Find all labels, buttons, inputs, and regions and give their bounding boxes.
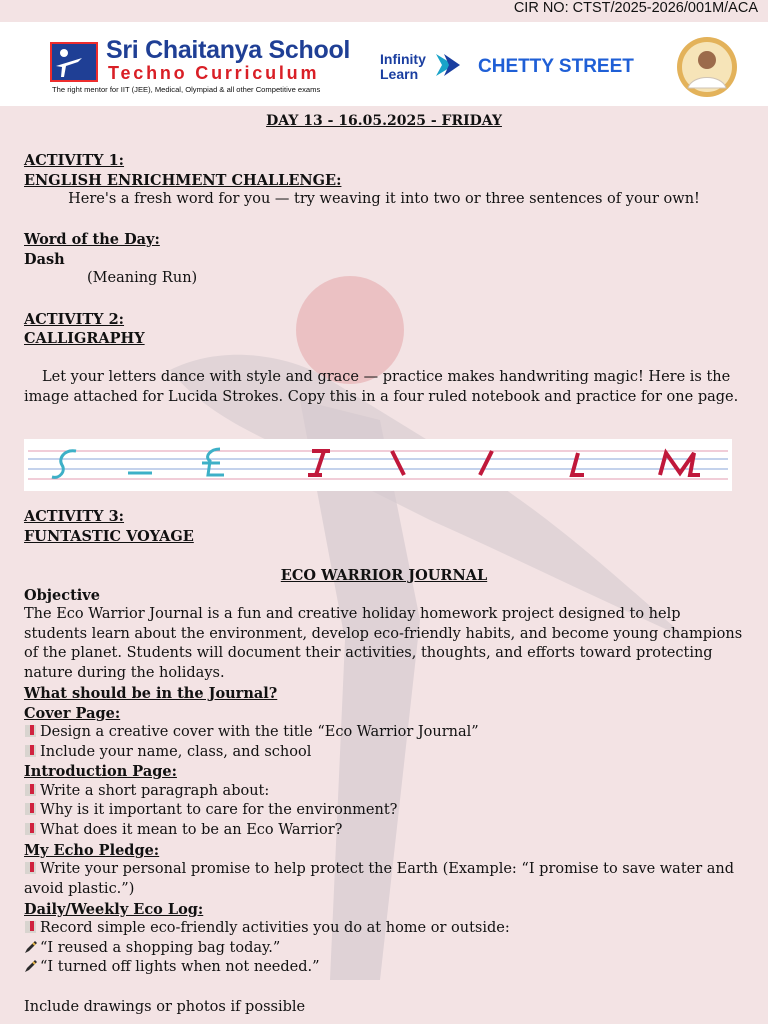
- cover-item-text: Include your name, class, and school: [40, 744, 312, 760]
- cover-item-text: Design a creative cover with the title “Eco Warrior Journal”: [40, 724, 479, 740]
- header-banner: [0, 22, 768, 106]
- pen-icon: [24, 959, 37, 973]
- circular-number: CIR NO: CTST/2025-2026/001M/ACA: [513, 0, 758, 16]
- founder-portrait-icon: [676, 36, 738, 98]
- list-item: [24, 782, 269, 802]
- cover-heading: Cover Page:: [24, 705, 121, 722]
- list-item: [24, 743, 311, 763]
- list-item: [24, 723, 479, 743]
- activity3-heading: ACTIVITY 3:: [24, 508, 125, 525]
- activity1-title: ENGLISH ENRICHMENT CHALLENGE:: [24, 172, 342, 189]
- log-example-text: “I reused a shopping bag today.”: [40, 940, 281, 956]
- curriculum-name: Techno Curriculum: [108, 63, 320, 83]
- pledge-item-text: Write your personal promise to help protect the Earth (Example: “I promise to save water and avoid plastic.”): [24, 861, 735, 897]
- pen-icon: [24, 940, 37, 954]
- infinity-arrow-icon: [434, 50, 462, 80]
- book-icon: [24, 861, 37, 875]
- tagline: The right mentor for IIT (JEE), Medical, Olympiad & all other Competitive exams: [52, 85, 321, 94]
- list-item: [24, 939, 280, 959]
- book-icon: [24, 783, 37, 797]
- infinity-learn-logo: [380, 52, 426, 82]
- contents-heading: What should be in the Journal?: [24, 685, 278, 702]
- partner-line2: Learn: [380, 66, 419, 82]
- word-of-day-label: Word of the Day:: [24, 231, 160, 248]
- list-item: [24, 860, 746, 899]
- list-item: [24, 801, 397, 821]
- day-title: DAY 13 - 16.05.2025 - FRIDAY: [266, 113, 502, 129]
- school-logo-icon: [50, 42, 98, 82]
- list-item: [24, 821, 342, 841]
- objective-text: The Eco Warrior Journal is a fun and creative holiday homework project designed to help students learn about the environment, develop eco-friendly habits, and become young champions of the planet. Students will document their activities, thoughts, and efforts toward protecting nature during the holidays.: [24, 606, 743, 681]
- book-icon: [24, 802, 37, 816]
- book-icon: [24, 724, 37, 738]
- log-item-text: Record simple eco-friendly activities you do at home or outside:: [40, 920, 510, 936]
- partner-line1: Infinity: [380, 51, 426, 67]
- activity3-title: FUNTASTIC VOYAGE: [24, 528, 194, 545]
- intro-item-text: Why is it important to care for the environment?: [40, 802, 398, 818]
- branch-name: CHETTY STREET: [478, 56, 634, 77]
- activity2-body: Let your letters dance with style and grace — practice makes handwriting magic! Here is the image attached for Lucida Strokes. Copy this in a four ruled notebook and practice for one page.: [24, 369, 739, 405]
- objective-label: Objective: [24, 587, 100, 604]
- activity1-heading: ACTIVITY 1:: [24, 152, 125, 169]
- book-icon: [24, 920, 37, 934]
- word-of-day: Dash: [24, 251, 65, 268]
- activity2-heading: ACTIVITY 2:: [24, 311, 125, 328]
- closing-note: Include drawings or photos if possible: [24, 999, 306, 1015]
- word-meaning: (Meaning Run): [87, 270, 198, 286]
- pledge-heading: My Echo Pledge:: [24, 842, 160, 859]
- journal-title: ECO WARRIOR JOURNAL: [280, 567, 488, 584]
- activity1-intro: Here's a fresh word for you — try weaving it into two or three sentences of your own!: [68, 191, 700, 207]
- intro-heading: Introduction Page:: [24, 763, 177, 780]
- school-name: Sri Chaitanya School: [106, 36, 351, 64]
- activity2-title: CALLIGRAPHY: [24, 330, 145, 347]
- list-item: [24, 919, 510, 939]
- lucida-strokes-image: [24, 439, 732, 491]
- list-item: [24, 958, 320, 978]
- intro-item-text: Write a short paragraph about:: [40, 783, 270, 799]
- log-example-text: “I turned off lights when not needed.”: [40, 959, 320, 975]
- log-heading: Daily/Weekly Eco Log:: [24, 901, 204, 918]
- book-icon: [24, 744, 37, 758]
- book-icon: [24, 822, 37, 836]
- intro-item-text: What does it mean to be an Eco Warrior?: [40, 822, 343, 838]
